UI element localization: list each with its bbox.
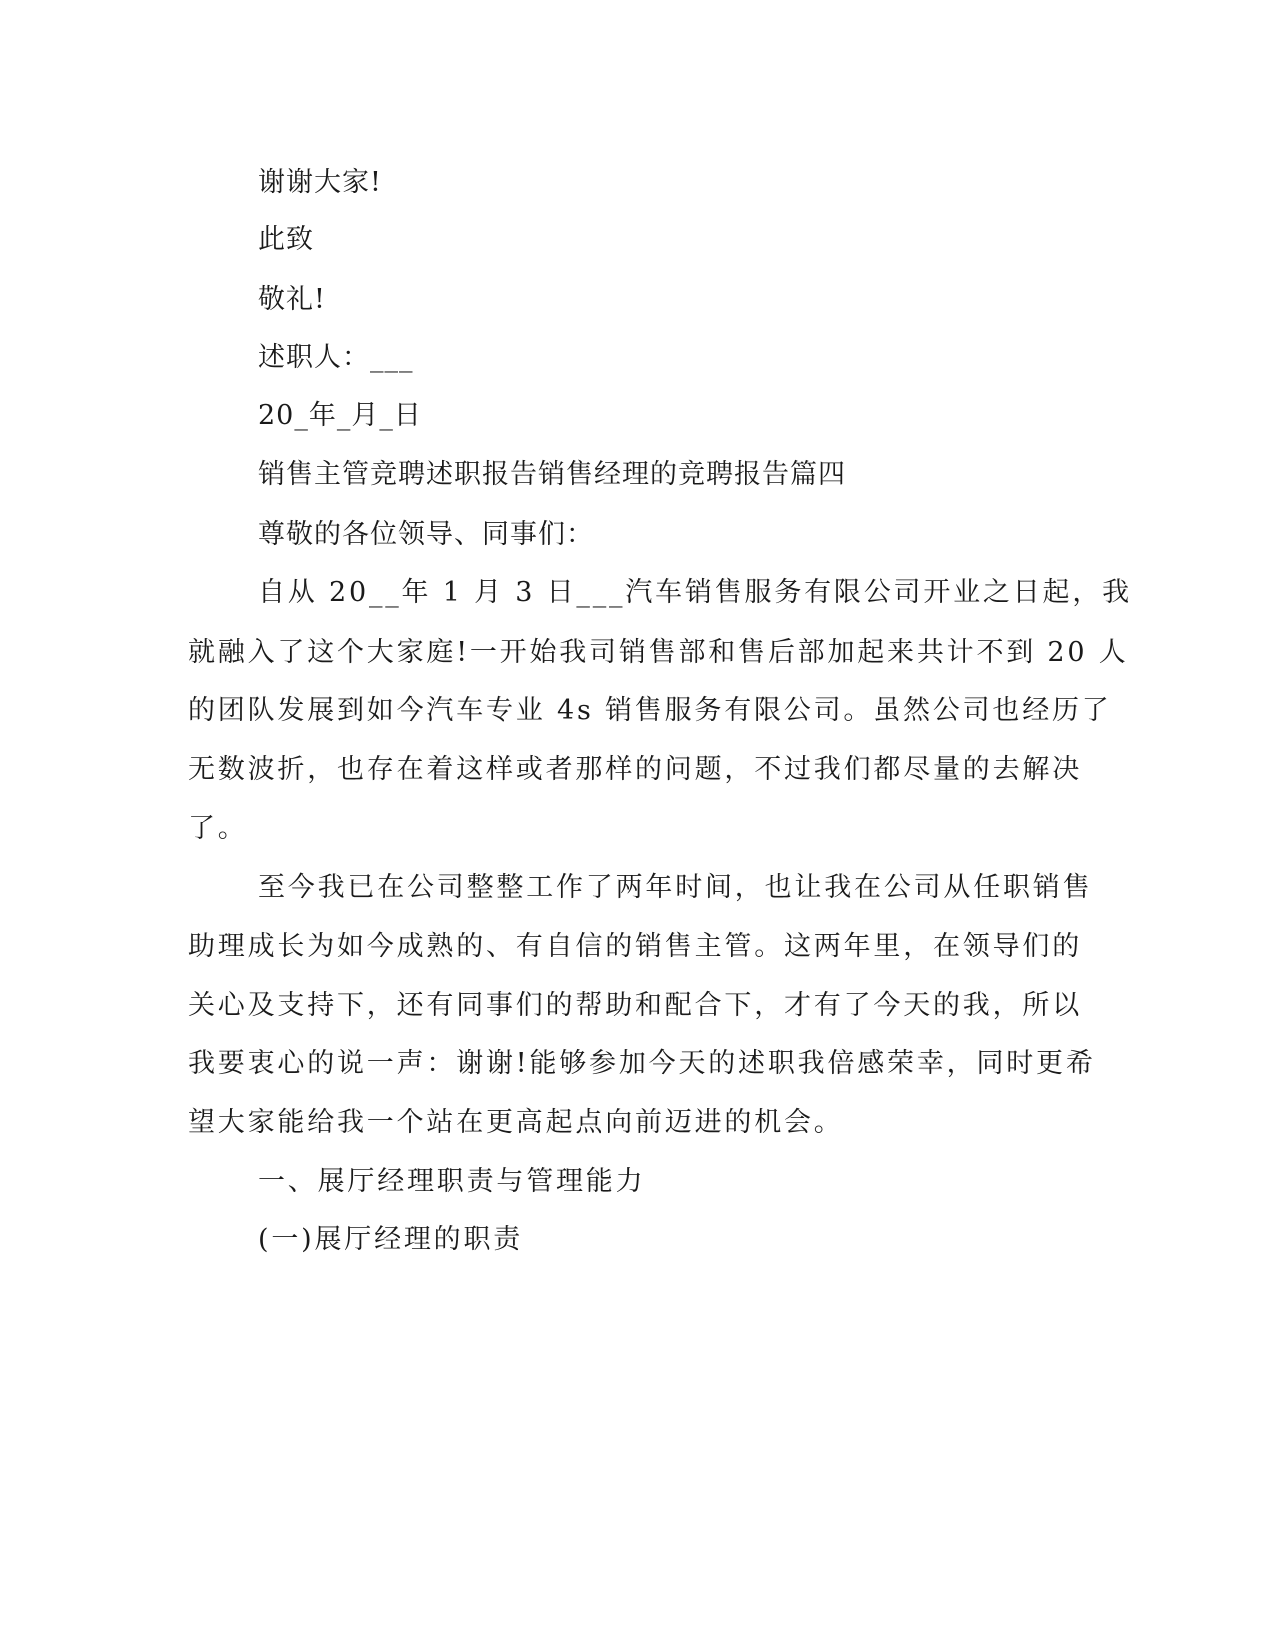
paragraph-2-line: 我要衷心的说一声：谢谢!能够参加今天的述职我倍感荣幸，同时更希 bbox=[188, 1048, 1096, 1079]
reporter-signature-line: 述职人：___ bbox=[258, 342, 414, 373]
paragraph-1-line: 自从 20__年 1 月 3 日___汽车销售服务有限公司开业之日起，我 bbox=[258, 577, 1132, 608]
report-date: 20_年_月_日 bbox=[258, 400, 422, 431]
closing-salutation-1: 此致 bbox=[258, 224, 314, 255]
heading-2: (一)展厅经理的职责 bbox=[258, 1224, 524, 1255]
paragraph-1-line: 了。 bbox=[188, 813, 248, 844]
closing-thanks: 谢谢大家! bbox=[258, 167, 382, 198]
paragraph-2-line: 关心及支持下，还有同事们的帮助和配合下，才有了今天的我，所以 bbox=[188, 990, 1082, 1021]
section-title: 销售主管竞聘述职报告销售经理的竞聘报告篇四 bbox=[258, 459, 846, 490]
paragraph-2-line: 助理成长为如今成熟的、有自信的销售主管。这两年里，在领导们的 bbox=[188, 931, 1082, 962]
paragraph-2-line: 至今我已在公司整整工作了两年时间，也让我在公司从任职销售 bbox=[258, 872, 1093, 903]
paragraph-1-line: 就融入了这个大家庭!一开始我司销售部和售后部加起来共计不到 20 人 bbox=[188, 637, 1129, 668]
greeting: 尊敬的各位领导、同事们： bbox=[258, 519, 594, 550]
paragraph-2-line: 望大家能给我一个站在更高起点向前迈进的机会。 bbox=[188, 1107, 844, 1138]
heading-1: 一、展厅经理职责与管理能力 bbox=[258, 1166, 646, 1197]
paragraph-1-line: 的团队发展到如今汽车专业 4s 销售服务有限公司。虽然公司也经历了 bbox=[188, 695, 1112, 726]
paragraph-1-line: 无数波折，也存在着这样或者那样的问题，不过我们都尽量的去解决 bbox=[188, 754, 1082, 785]
closing-salutation-2: 敬礼! bbox=[258, 284, 326, 315]
